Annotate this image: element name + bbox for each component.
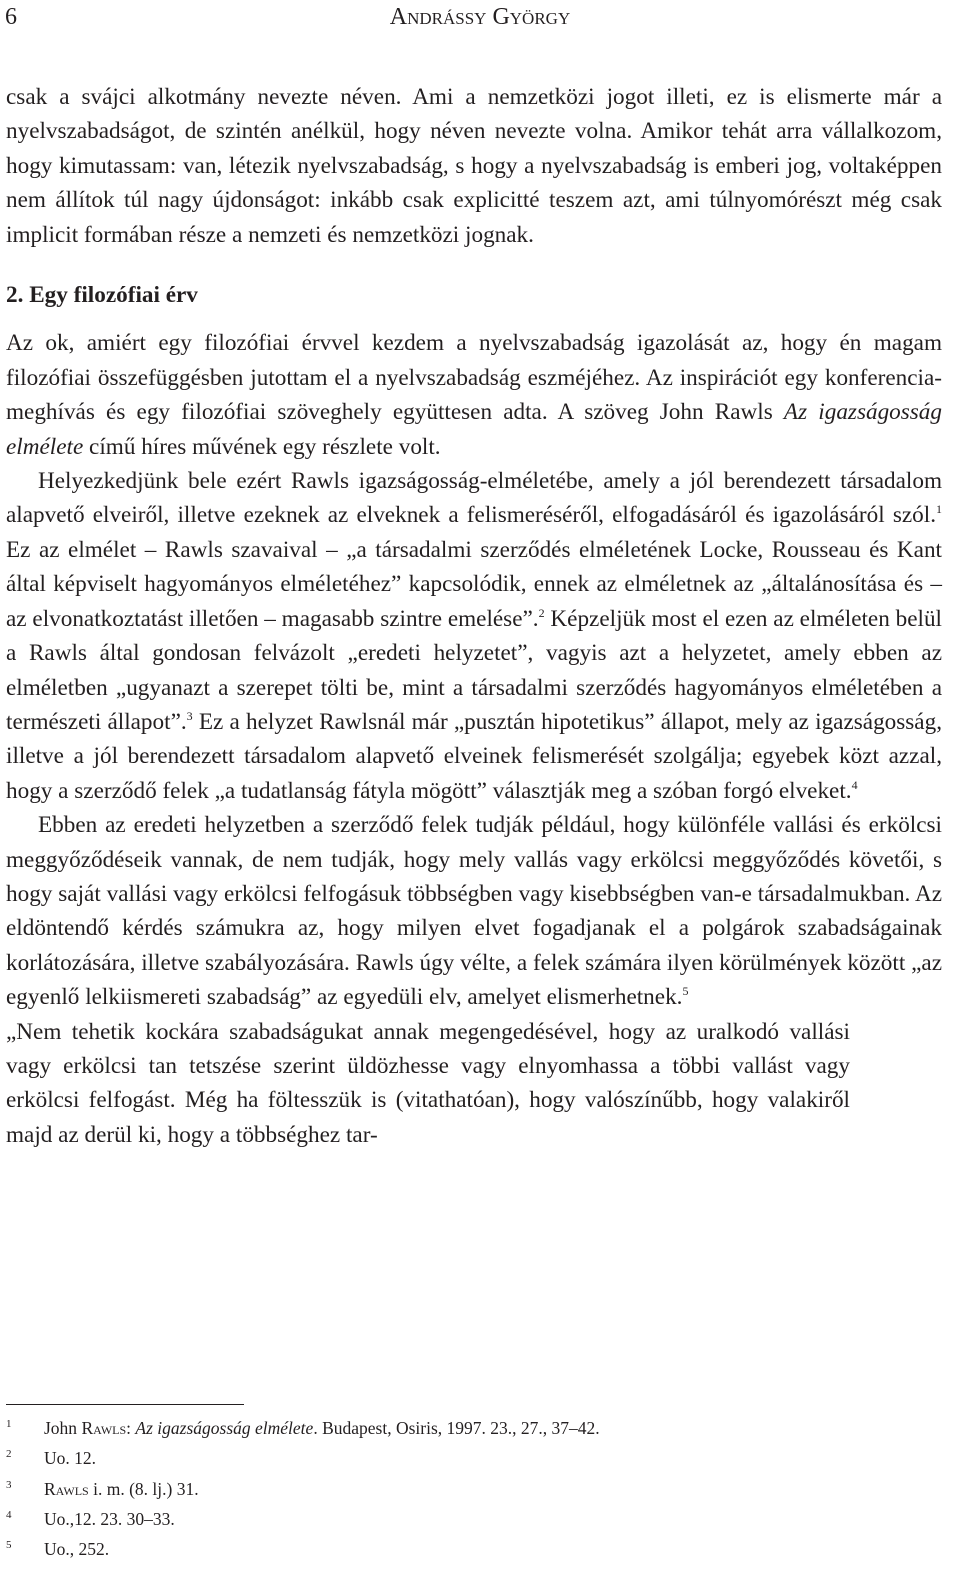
footnote-text: Uo.,12. 23. 30–33. [44,1508,175,1529]
section-heading: 2. Egy filozófiai érv [6,282,198,309]
footnotes [6,1413,942,1564]
footnote-1-pre: John [44,1418,82,1438]
running-author: Andrássy György [389,4,571,30]
footnote-ref-3[interactable]: 3 [186,708,193,723]
footnote-text: Uo. 12. [44,1448,97,1469]
footnote-number: 5 [6,1539,12,1552]
footnote-number: 1 [6,1418,12,1430]
footnote-2 [6,1443,942,1473]
paragraph-2-s1: Helyezkedjünk bele ezért Rawls igazságosság-elméletébe, amely a jól berendezett társadalom alapvető elveiről, illetve ezeknek az elveknek a felismeréséről, elfogadásáról és igazolásáról szól. [6,468,942,529]
paragraph-1-end: című híres művének egy részlete volt. [83,433,441,460]
paragraph-2-s2: Ez az elmélet – Rawls szavaival – „a társadalmi szerződés elméletének Locke, Rousseau és Kant által képviselt hagyományos elméletéhez” kapcsolódik, ennek az elméletnek az „általánosítása és – az elvonatkoztatást illetően – magasabb szintre emelése”. [6,536,942,632]
footnote-number: 2 [6,1448,12,1461]
block-quote: „Nem tehetik kockára szabadságukat annak megengedésével, hogy az uralkodó vallási vagy erkölcsi tan tetszése szerint üldözhesse vagy elnyomhassa a többi vallást vagy erkölcsi felfogást. Még ha föltesszük is (vitathatóan), hogy valószínűbb, hogy valakiről majd az derül ki, hogy a többséghez tar- [6,1018,850,1148]
page-number: 6 [5,4,17,30]
paragraph-3 [6,808,942,1014]
paragraph-2 [6,464,942,808]
footnote-5 [6,1534,942,1564]
footnote-1-colon: : [126,1418,136,1438]
paragraph-2-s4: Ez a helyzet Rawlsnál már „pusztán hipotetikus” állapot, mely az igazságosság, illetve a jól berendezett társadalom alapvető elveinek felismerését szolgálja; egyebek közt azzal, hogy a szerződő felek „a tudatlanság fátyla mögött” választják meg a szóban forgó elveket. [6,708,942,804]
paragraph-1-text: Az ok, amiért egy filozófiai érvvel kezdem a nyelvszabadság igazolását az, hogy én magam filozófiai összefüggésben jutottam el a nyelvszabadság eszméjéhez. Az inspirációt egy konferencia-meghívás és egy filozófiai szöveghely együttesen adta. A szöveg John Rawls [6,330,942,426]
footnote-text [44,1474,199,1504]
intro-paragraph: csak a svájci alkotmány nevezte néven. Ami a nemzetközi jogot illeti, ez is elismerte már a nyelvszabadságot, de szintén anélkül, hogy néven nevezte volna. Amikor tehát arra vállalkozom, hogy kimutassam: van, létezik nyelvszabadság, s hogy a nyelvszabadság is emberi jog, voltaképpen nem állítok túl nagy újdonságot: inkább csak explicitté teszem azt, ami túlnyomórészt még csak implicit formában része a nemzeti és nemzetközi jognak. [6,84,942,248]
footnote-ref-2[interactable]: 2 [538,605,545,620]
footnote-number: 3 [6,1478,12,1491]
main-text [6,80,942,1152]
footnote-ref-5[interactable]: 5 [682,984,689,999]
footnote-3-post: i. m. (8. lj.) 31. [88,1478,199,1499]
footnote-3 [6,1474,942,1504]
footnote-1-title: Az igazságosság elmélete [135,1418,314,1438]
running-header [0,0,960,34]
paragraph-2-s3: Képzeljük most el ezen az elméleten belül a Rawls által gondosan felvázolt „eredeti helyzetet”, vagyis azt a helyzetet, amely ebben az elméletben „ugyanazt a szerepet tölti be, mint a társadalmi szerződés hagyományos elméletében a természeti állapot”. [6,605,942,735]
footnote-1-author: Rawls [81,1418,127,1438]
paragraph-3-text: Ebben az eredeti helyzetben a szerződő felek tudják például, hogy különféle vallási és erkölcsi meggyőződéseik vannak, de nem tudják, hogy mely vallás vagy erkölcsi meggyőződés követői, s hogy saját vallási vagy erkölcsi felfogásuk többségben vagy kisebbségben van-e társadalmukban. Az eldöntendő kérdés számukra az, hogy milyen elvet fogadjanak el a polgárok szabadságainak korlátozására, illetve szabályozására. Rawls úgy vélte, a felek számára ilyen körülmények között „az egyenlő lelkiismereti szabadság” az egyedüli elv, amelyet elismerhetnek. [6,812,942,1011]
footnote-ref-4[interactable]: 4 [851,777,858,792]
footnote-text: Uo., 252. [44,1539,110,1560]
footnote-text [44,1413,600,1443]
footnote-4 [6,1504,942,1534]
footnote-3-author: Rawls [44,1478,89,1499]
footnote-number: 4 [6,1508,12,1521]
footnote-separator [6,1404,244,1405]
footnote-1-post: . Budapest, Osiris, 1997. 23., 27., 37–42. [313,1418,600,1438]
footnote-ref-1[interactable]: 1 [936,502,942,517]
book-title: Az igazságosság elmélete [6,399,942,460]
footnote-1 [6,1413,942,1443]
paragraph-1 [6,326,942,464]
